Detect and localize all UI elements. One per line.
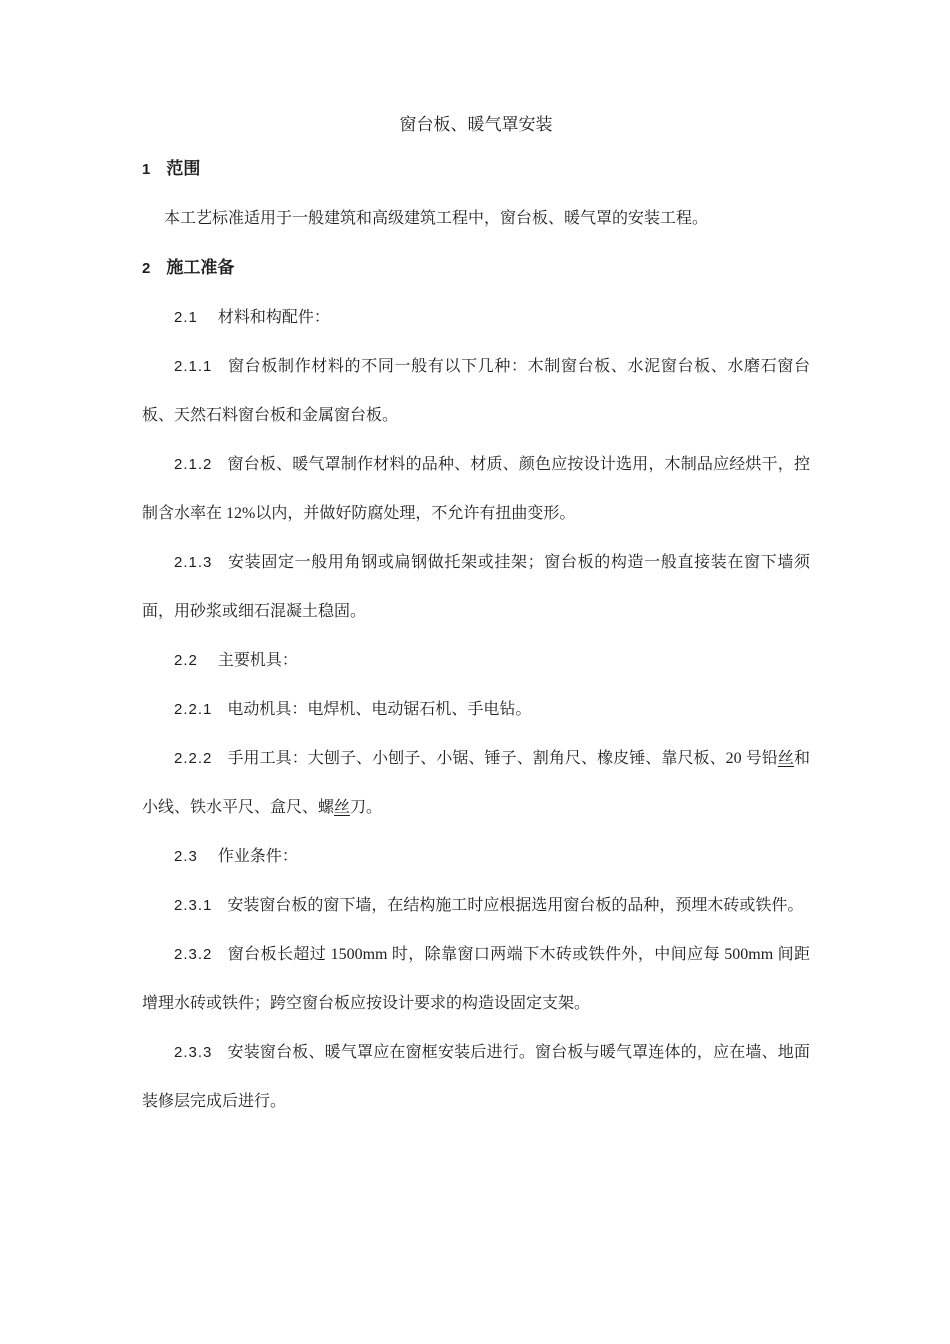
text-run: 作业条件： [217,848,298,865]
paragraph [142,538,810,636]
paragraph [142,194,810,243]
text-run: 本工艺标准适用于一般建筑和高级建筑工程中，窗台板、暖气罩的安装工程。 [164,210,709,227]
paragraph [142,1028,810,1126]
clause-number: 2.2.2 [174,750,213,767]
clause-number: 2.1 [174,309,198,326]
paragraph [142,440,810,538]
chapter-heading [142,144,810,194]
text-run: 和小线、铁水平尺、盒尺、螺 [142,750,810,816]
clause-number: 2.2.1 [174,701,213,718]
section-heading [142,636,810,685]
clause-number: 2.3 [174,848,198,865]
clause-number: 2.3.3 [174,1044,213,1061]
text-run: 主要机具： [217,652,298,669]
doc-body [142,144,810,1126]
clause-number: 2 [142,260,152,277]
clause-number: 1 [142,161,152,178]
chapter-heading [142,243,810,293]
text-run: 安装窗台板的窗下墙，在结构施工时应根据选用窗台板的品种，预埋木砖或铁件。 [227,897,804,914]
text-run: 窗台板、暖气罩制作材料的品种、材质、颜色应按设计选用，木制品应经烘干，控制含水率在 12%以内，并做好防腐处理，不允许有扭曲变形。 [142,456,810,522]
paragraph [142,930,810,1028]
text-run: 窗台板长超过 1500mm 时，除靠窗口两端下木砖或铁件外，中间应每 500mm 间距增理水砖或铁件；跨空窗台板应按设计要求的构造设固定支架。 [142,946,810,1012]
underlined-text: 丝 [777,750,794,767]
text-run: 安装固定一般用角钢或扁钢做托架或挂架；窗台板的构造一般直接装在窗下墙须面，用砂浆或细石混凝土稳固。 [142,554,810,620]
text-run: 刀。 [350,799,383,816]
clause-number: 2.3.2 [174,946,213,963]
text-run: 手用工具：大刨子、小刨子、小锯、锤子、割角尺、橡皮锤、靠尺板、20 号铅 [227,750,778,767]
text-run: 窗台板制作材料的不同一般有以下几种：木制窗台板、水泥窗台板、水磨石窗台板、天然石料窗台板和金属窗台板。 [142,358,810,424]
underlined-text: 丝 [334,799,351,816]
paragraph [142,685,810,734]
clause-number: 2.1.1 [174,358,213,375]
paragraph [142,881,810,930]
paragraph [142,342,810,440]
section-heading [142,293,810,342]
clause-number: 2.2 [174,652,198,669]
text-run: 电动机具：电焊机、电动锯石机、手电钻。 [227,701,532,718]
section-heading [142,832,810,881]
text-run: 安装窗台板、暖气罩应在窗框安装后进行。窗台板与暖气罩连体的，应在墙、地面装修层完成后进行。 [142,1044,810,1110]
text-run: 材料和构配件： [217,309,330,326]
text-run: 范围 [166,159,201,178]
doc-title: 窗台板、暖气罩安装 [399,115,553,134]
clause-number: 2.1.2 [174,456,213,473]
clause-number: 2.3.1 [174,897,213,914]
paragraph [142,734,810,832]
clause-number: 2.1.3 [174,554,213,571]
text-run: 施工准备 [166,258,235,277]
